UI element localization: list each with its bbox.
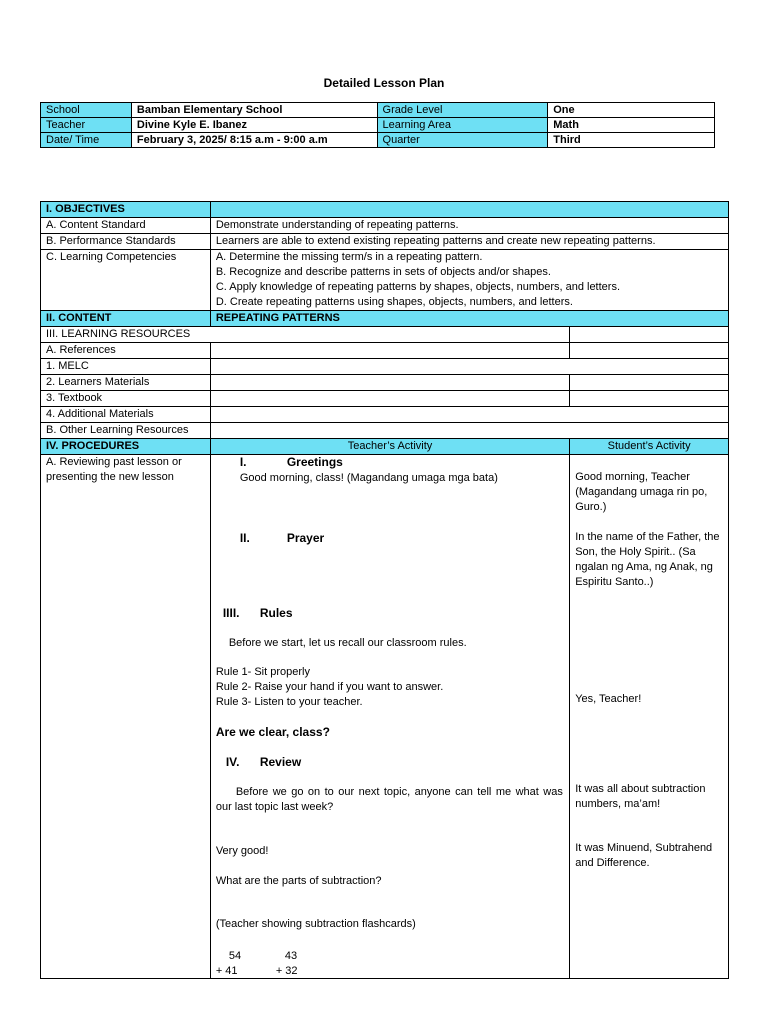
school-label: School: [41, 103, 132, 118]
section-title: Rules: [259, 606, 293, 620]
section-number: IV.: [225, 755, 240, 769]
empty-cell: [210, 407, 728, 423]
teacher-line: Before we start, let us recall our classroom rules.: [228, 637, 467, 649]
flashcard-number: 54: [228, 950, 242, 962]
content-standard-value: Demonstrate understanding of repeating patterns.: [210, 218, 728, 234]
student-response: In the name of the Father, the Son, the Holy Spirit.. (Sa ngalan ng Ama, ng Anak, ng Espiritu Santo..): [575, 531, 720, 588]
quarter-value: Third: [548, 133, 715, 148]
area-label: Learning Area: [377, 118, 548, 133]
school-value: Bamban Elementary School: [131, 103, 377, 118]
competencies-label: C. Learning Competencies: [41, 250, 211, 311]
grade-label: Grade Level: [377, 103, 548, 118]
empty-cell: [210, 423, 728, 439]
competency-item: D. Create repeating patterns using shapes, objects, numbers, and letters.: [215, 296, 573, 308]
teacher-question: What are the parts of subtraction?: [215, 875, 382, 887]
student-response: It was all about subtraction numbers, ma’am!: [575, 783, 706, 810]
melc-label: 1. MELC: [41, 359, 211, 375]
competency-item: A. Determine the missing term/s in a repeating pattern.: [215, 251, 483, 263]
flashcard-number: + 41: [215, 965, 238, 977]
section-number: I.: [239, 455, 247, 469]
student-response: Good morning, Teacher (Magandang umaga rin po, Guro.): [575, 471, 708, 513]
objectives-heading: I. OBJECTIVES: [41, 202, 211, 218]
competency-item: C. Apply knowledge of repeating patterns by shapes, objects, numbers, and letters.: [215, 281, 621, 293]
references-label: A. References: [41, 343, 211, 359]
teacher-label: Teacher: [41, 118, 132, 133]
student-activity-cell: [570, 455, 729, 979]
empty-cell: [570, 343, 729, 359]
section-number: IIII.: [222, 606, 240, 620]
content-value: REPEATING PATTERNS: [210, 311, 728, 327]
teacher-activity-cell: [210, 455, 569, 979]
section-title: Prayer: [286, 531, 325, 545]
content-standard-label: A. Content Standard: [41, 218, 211, 234]
flashcard-number: + 32: [275, 965, 298, 977]
performance-label: B. Performance Standards: [41, 234, 211, 250]
header-table: [40, 102, 715, 148]
section-title: Review: [259, 755, 302, 769]
teacher-line: (Teacher showing subtraction flashcards): [215, 918, 416, 930]
page-title: Detailed Lesson Plan: [323, 76, 445, 90]
empty-cell: [210, 391, 569, 407]
grade-value: One: [548, 103, 715, 118]
teacher-line: Good morning, class! (Magandang umaga mga bata): [239, 472, 498, 484]
date-value: February 3, 2025/ 8:15 a.m - 9:00 a.m: [131, 133, 377, 148]
procedure-step-label: A. Reviewing past lesson or presenting the new lesson: [41, 455, 211, 979]
empty-cell: [210, 343, 569, 359]
empty-cell: [570, 375, 729, 391]
performance-value: Learners are able to extend existing repeating patterns and create new repeating patterns.: [210, 234, 728, 250]
student-response: It was Minuend, Subtrahend and Difference.: [575, 842, 713, 869]
objectives-band: [210, 202, 728, 218]
student-response: Yes, Teacher!: [575, 693, 642, 705]
teacher-question: Before we go on to our next topic, anyone can tell me what was our last topic last week?: [215, 786, 563, 813]
empty-cell: [570, 327, 729, 343]
teacher-activity-header: Teacher’s Activity: [210, 439, 569, 455]
additional-materials-label: 4. Additional Materials: [41, 407, 211, 423]
student-activity-header: Student’s Activity: [570, 439, 729, 455]
rule-item: Rule 1- Sit properly: [215, 666, 310, 678]
section-number: II.: [239, 531, 250, 545]
section-title: Greetings: [286, 455, 343, 469]
date-label: Date/ Time: [41, 133, 132, 148]
empty-cell: [210, 359, 728, 375]
lesson-plan-table: [40, 201, 729, 979]
empty-cell: [570, 391, 729, 407]
procedures-heading: IV. PROCEDURES: [41, 439, 211, 455]
learners-materials-label: 2. Learners Materials: [41, 375, 211, 391]
teacher-question: Are we clear, class?: [215, 725, 330, 739]
textbook-label: 3. Textbook: [41, 391, 211, 407]
competency-item: B. Recognize and describe patterns in sets of objects and/or shapes.: [215, 266, 551, 278]
teacher-line: Very good!: [215, 845, 269, 857]
rule-item: Rule 2- Raise your hand if you want to answer.: [215, 681, 444, 693]
empty-cell: [210, 375, 569, 391]
content-heading: II. CONTENT: [41, 311, 211, 327]
teacher-value: Divine Kyle E. Ibanez: [131, 118, 377, 133]
quarter-label: Quarter: [377, 133, 548, 148]
resources-heading: III. LEARNING RESOURCES: [41, 327, 570, 343]
competencies-list: [210, 250, 728, 311]
other-resources-label: B. Other Learning Resources: [41, 423, 211, 439]
rule-item: Rule 3- Listen to your teacher.: [215, 696, 363, 708]
flashcard-number: 43: [284, 950, 298, 962]
area-value: Math: [548, 118, 715, 133]
